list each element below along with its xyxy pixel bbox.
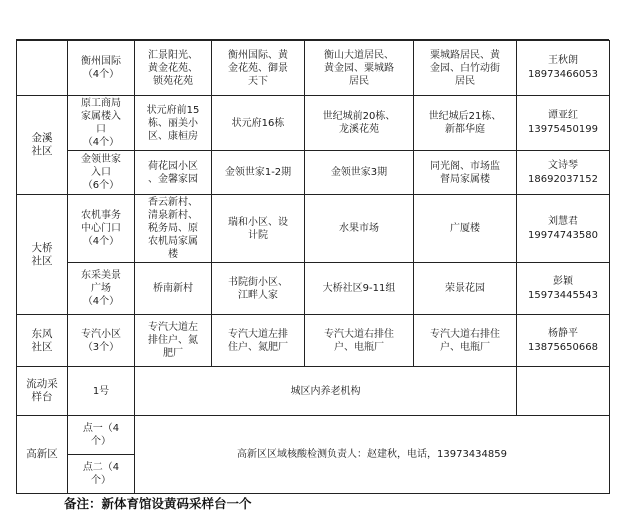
coverage-area: 专汽大道左排 住户、氮肥厂 <box>212 315 305 367</box>
table-row <box>17 367 610 416</box>
contact-cell-empty <box>517 367 610 416</box>
coverage-area: 桥南新村 <box>135 263 212 315</box>
table-row <box>17 96 610 151</box>
district-mobile: 流动采 样台 <box>17 367 68 416</box>
table-row <box>17 195 610 263</box>
table-row <box>17 416 610 455</box>
coverage-area: 金领世家1-2期 <box>212 151 305 195</box>
contact-cell <box>517 41 610 96</box>
contact-phone: 19974743580 <box>528 229 598 241</box>
coverage-area: 状元府16栋 <box>212 96 305 151</box>
footnote: 备注：新体育馆设黄码采样台一个 <box>64 496 252 511</box>
coverage-area: 衡山大道居民、 黄金园、粟城路 居民 <box>305 41 414 96</box>
table-row <box>17 41 610 96</box>
coverage-area: 香云新村、 清泉新村、 税务局、原 农机局家属 楼 <box>135 195 212 263</box>
contact-name: 王秋朗 <box>548 55 578 66</box>
sampling-point: 专汽小区 （3个） <box>68 315 135 367</box>
contact-name: 彭颖 <box>553 275 573 287</box>
table-row <box>17 151 610 195</box>
contact-name: 刘慧君 <box>548 215 578 227</box>
sampling-point: 1号 <box>68 367 135 416</box>
coverage-area: 世纪城后21栋、 新都华庭 <box>414 96 517 151</box>
coverage-area: 专汽大道右排住 户、电瓶厂 <box>414 315 517 367</box>
sampling-point: 点一（4 个） <box>68 416 135 455</box>
sampling-point: 衡州国际 （4个） <box>68 41 135 96</box>
coverage-area: 广厦楼 <box>414 195 517 263</box>
coverage-area: 瑞和小区、设 计院 <box>212 195 305 263</box>
table-row <box>17 315 610 367</box>
contact-cell <box>517 96 610 151</box>
contact-phone: 15973445543 <box>528 289 598 301</box>
sampling-point: 东采美景 广场 （4个） <box>68 263 135 315</box>
district-gaoxin: 高新区 <box>17 416 68 494</box>
contact-cell <box>517 315 610 367</box>
coverage-area: 同光阁、市场监 督局家属楼 <box>414 151 517 195</box>
sampling-point: 点二（4 个） <box>68 455 135 494</box>
coverage-area: 书院街小区、 江畔人家 <box>212 263 305 315</box>
coverage-area: 专汽大道左 排住户、氮 肥厂 <box>135 315 212 367</box>
contact-phone: 13975450199 <box>528 124 598 135</box>
contact-name: 杨静平 <box>548 327 578 339</box>
contact-cell <box>517 195 610 263</box>
table-row <box>17 263 610 315</box>
gaoxin-contact-merged: 高新区区域核酸检测负责人：赵建秋，电话，13973434859 <box>135 416 610 494</box>
contact-name: 谭亚红 <box>548 110 578 121</box>
coverage-area-merged: 城区内养老机构 <box>135 367 517 416</box>
coverage-area: 荣景花园 <box>414 263 517 315</box>
coverage-area: 世纪城前20栋、 龙溪花苑 <box>305 96 414 151</box>
coverage-area: 金领世家3期 <box>305 151 414 195</box>
contact-cell <box>517 263 610 315</box>
coverage-area: 水果市场 <box>305 195 414 263</box>
sampling-point: 原工商局 家属楼入 口 （4个） <box>68 96 135 151</box>
district-jinxi: 金溪 社区 <box>17 96 68 195</box>
sampling-point: 农机事务 中心门口 （4个） <box>68 195 135 263</box>
contact-cell <box>517 151 610 195</box>
sampling-point: 金领世家 入口 （6个） <box>68 151 135 195</box>
sampling-schedule-table <box>16 40 610 494</box>
district-daqiao: 大桥 社区 <box>17 195 68 315</box>
coverage-area: 粟城路居民、黄 金园、白竹动街 居民 <box>414 41 517 96</box>
contact-phone: 18692037152 <box>528 173 598 185</box>
coverage-area: 大桥社区9-11组 <box>305 263 414 315</box>
contact-phone: 18973466053 <box>528 69 598 80</box>
contact-name: 文诗琴 <box>548 159 578 171</box>
coverage-area: 衡州国际、黄 金花苑、御景 天下 <box>212 41 305 96</box>
coverage-area: 荷花园小区 、金馨家园 <box>135 151 212 195</box>
district-dongfeng: 东风 社区 <box>17 315 68 367</box>
contact-phone: 13875650668 <box>528 341 598 353</box>
district-cell-empty <box>17 41 68 96</box>
coverage-area: 汇景阳光、 黄金花苑、 锁苑花苑 <box>135 41 212 96</box>
coverage-area: 专汽大道右排住 户、电瓶厂 <box>305 315 414 367</box>
coverage-area: 状元府前15 栋、丽美小 区、康桓房 <box>135 96 212 151</box>
